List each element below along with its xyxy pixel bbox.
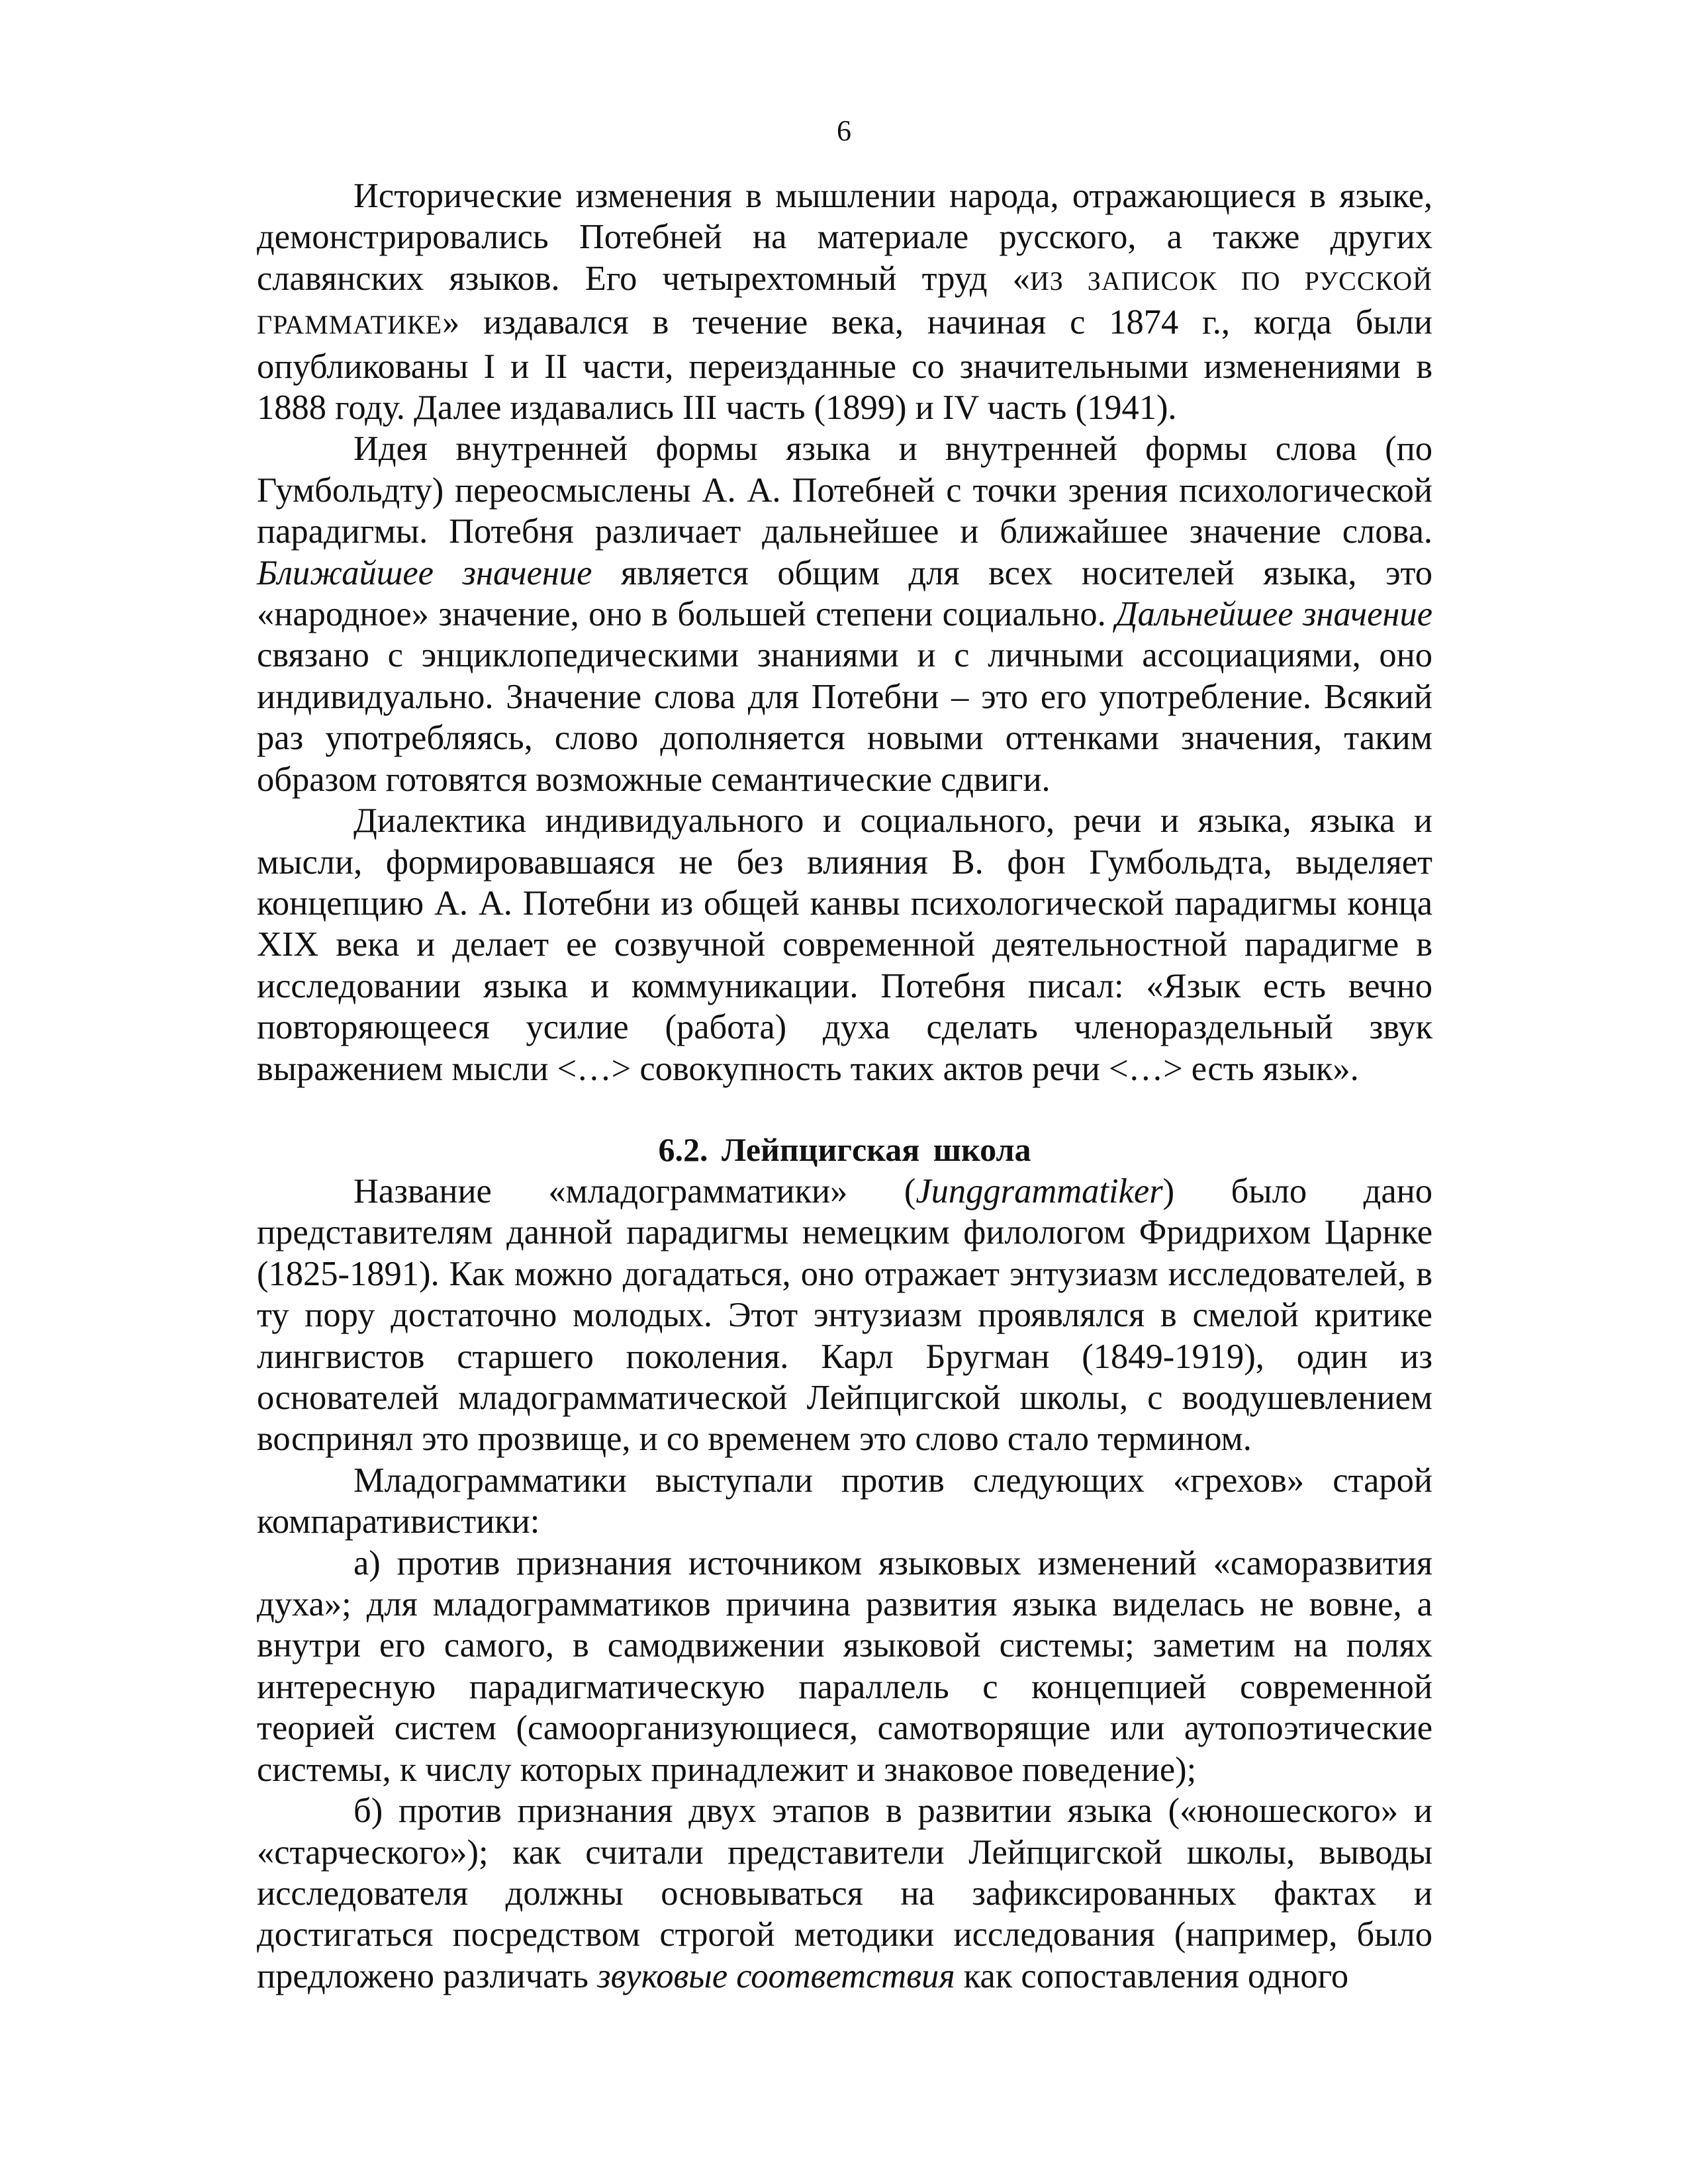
paragraph-junggrammatiker: Название «младограмматики» (Junggrammatiker) было дано представителям данной парадигмы немецким филологом Фридрихом Царнке (1825-1891). Как можно догадаться, оно отражает энтузиазм исследователей, в ту пору достаточно молодых. Этот энтузиазм проявлялся в смелой критике лингвистов старшего поколения. Карл Бругман (1849-1919), один из основателей младограмматической Лейпцигской школы, с воодушевлением воспринял это прозвище, и со временем это слово стало термином. xyxy=(257,1172,1432,1459)
text-block-leipzig xyxy=(257,1128,1432,1997)
paragraph-item-a: а) против признания источником языковых изменений «саморазвития духа»; для младограмматиков причина развития языка виделась не вовне, а внутри его самого, в самодвижении языковой системы; заметим на полях интересную парадигматическую параллель с концепцией современной теорией систем (самоорганизующиеся, самотворящие или аутопоэтические системы, к числу которых принадлежит и знаковое поведение); xyxy=(257,1543,1432,1789)
text-block-potebnya xyxy=(257,175,1432,1089)
book-title-smallcaps: ИЗ ЗАПИСОК ПО РУССКОЙ ГРАММАТИКЕ xyxy=(257,265,1432,340)
section-heading: 6.2. Лейпцигская школа xyxy=(658,1131,1031,1168)
term-sound-correspondences: звуковые соответствия xyxy=(597,1956,955,1995)
term-nearest-meaning: Ближайшее значение xyxy=(257,553,592,592)
term-further-meaning: Дальнейшее значение xyxy=(1115,595,1432,634)
paragraph-dialectics: Диалектика индивидуального и социального, речи и языка, языка и мысли, формировавшаяся не без влияния В. фон Гумбольдта, выделяет концепцию А. А. Потебни из общей канвы психологической парадигмы конца XIX века и делает ее созвучной современной деятельностной парадигме в исследовании языка и коммуникации. Потебня писал: «Язык есть вечно повторяющееся усилие (работа) духа сделать членораздельный звук выражением мысли <…> совокупность таких актов речи <…> есть язык». xyxy=(257,801,1432,1088)
paragraph-item-b: б) против признания двух этапов в развитии языка («юношеского» и «старческого»); как считали представители Лейпцигской школы, выводы исследователя должны основываться на зафиксированных фактах и достигаться посредством строгой методики исследования (например, было предложено различать звуковые соответствия как сопоставления одного xyxy=(257,1792,1432,1995)
paragraph-inner-form: Идея внутренней формы языка и внутренней формы слова (по Гумбольдту) переосмыслены А. А. Потебней с точки зрения психологической парадигмы. Потебня различает дальнейшее и ближайшее значение слова. Ближайшее значение является общим для всех носителей языка, это «народное» значение, оно в большей степени социально. Дальнейшее значение связано с энциклопедическими знаниями и с личными ассоциациями, оно индивидуально. Значение слова для Потебни – это его употребление. Всякий раз употребляясь, слово дополняется новыми оттенками значения, таким образом готовятся возможные семантические сдвиги. xyxy=(257,430,1433,799)
paragraph-historical-changes: Исторические изменения в мышлении народа, отражающиеся в языке, демонстрировались Потебней на материале русского, а также других славянских языков. Его четырехтомный труд «ИЗ ЗАПИСОК ПО РУССКОЙ ГРАММАТИКЕ» издавался в течение века, начиная с 1874 г., когда были опубликованы I и II части, переизданные со значительными изменениями в 1888 году. Далее издавались III часть (1899) и IV часть (1941). xyxy=(257,177,1432,428)
term-junggrammatiker: Junggrammatiker xyxy=(915,1172,1163,1210)
paragraph-sins: Младограмматики выступали против следующих «грехов» старой компаративистики: xyxy=(257,1461,1432,1541)
page-number: 6 xyxy=(837,114,851,147)
